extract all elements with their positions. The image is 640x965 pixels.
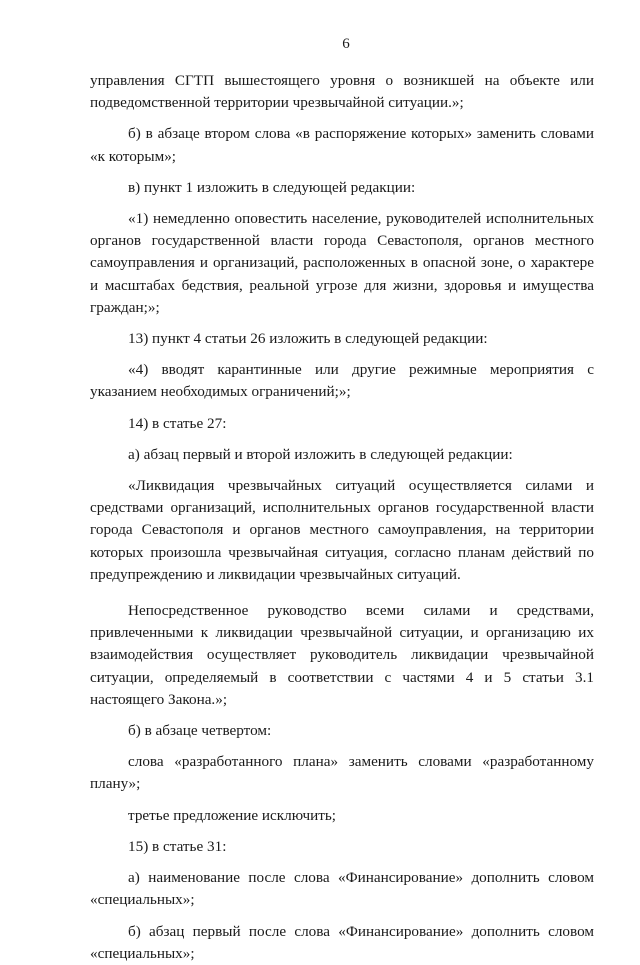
paragraph-item-13: 13) пункт 4 статьи 26 изложить в следующей редакции: [128, 330, 488, 348]
paragraph-item-b-first: б) абзац первый после слова «Финансирование» дополнить словом «специальных»; [90, 922, 594, 962]
paragraph-replace-words: слова «разработанного плана» заменить словами «разработанному плану»; [90, 753, 594, 793]
paragraph-item-14: 14) в статье 27: [128, 414, 227, 432]
page-number: 6 [342, 36, 350, 52]
paragraph-item-a: а) абзац первый и второй изложить в следующей редакции: [128, 445, 513, 463]
paragraph-item-a-title: а) наименование после слова «Финансирование» дополнить словом «специальных»; [90, 869, 594, 909]
paragraph-continuation: управления СГТП вышестоящего уровня о возникшей на объекте или подведомственной территории чрезвычайной ситуации.»; [90, 72, 594, 112]
paragraph-quote-liquidation: «Ликвидация чрезвычайных ситуаций осуществляется силами и средствами организаций, исполнительных органов государственной власти города Севастополя и органов местного самоуправления, на территории которых произошла чрезвычайная ситуация, согласно планам действий по предупреждению и ликвидации чрезвычайных ситуаций. [90, 477, 594, 583]
paragraph-item-v: в) пункт 1 изложить в следующей редакции: [128, 178, 416, 196]
paragraph-item-15: 15) в статье 31: [128, 837, 227, 855]
paragraph-item-b: б) в абзаце втором слова «в распоряжение которых» заменить словами «к которым»; [90, 125, 594, 165]
paragraph-quote-4: «4) вводят карантинные или другие режимные мероприятия с указанием необходимых ограничений;»; [90, 361, 594, 401]
paragraph-direct-management: Непосредственное руководство всеми силами и средствами, привлеченными к ликвидации чрезвычайной ситуации, и организацию их взаимодействия осуществляет руководитель ликвидации чрезвычайной ситуации, определяемый в соответствии с частями 4 и 5 статьи 3.1 настоящего Закона.»; [90, 602, 594, 708]
document-body [90, 70, 594, 965]
paragraph-exclude-sentence: третье предложение исключить; [128, 806, 337, 824]
paragraph-item-b-fourth: б) в абзаце четвертом: [128, 722, 272, 740]
paragraph-quote-1: «1) немедленно оповестить население, руководителей исполнительных органов государственной власти города Севастополя, органов местного самоуправления и организаций, расположенных в опасной зоне, о характере и масштабах бедствия, реальной угрозе для жизни, здоровья и имущества граждан;»; [90, 210, 594, 316]
